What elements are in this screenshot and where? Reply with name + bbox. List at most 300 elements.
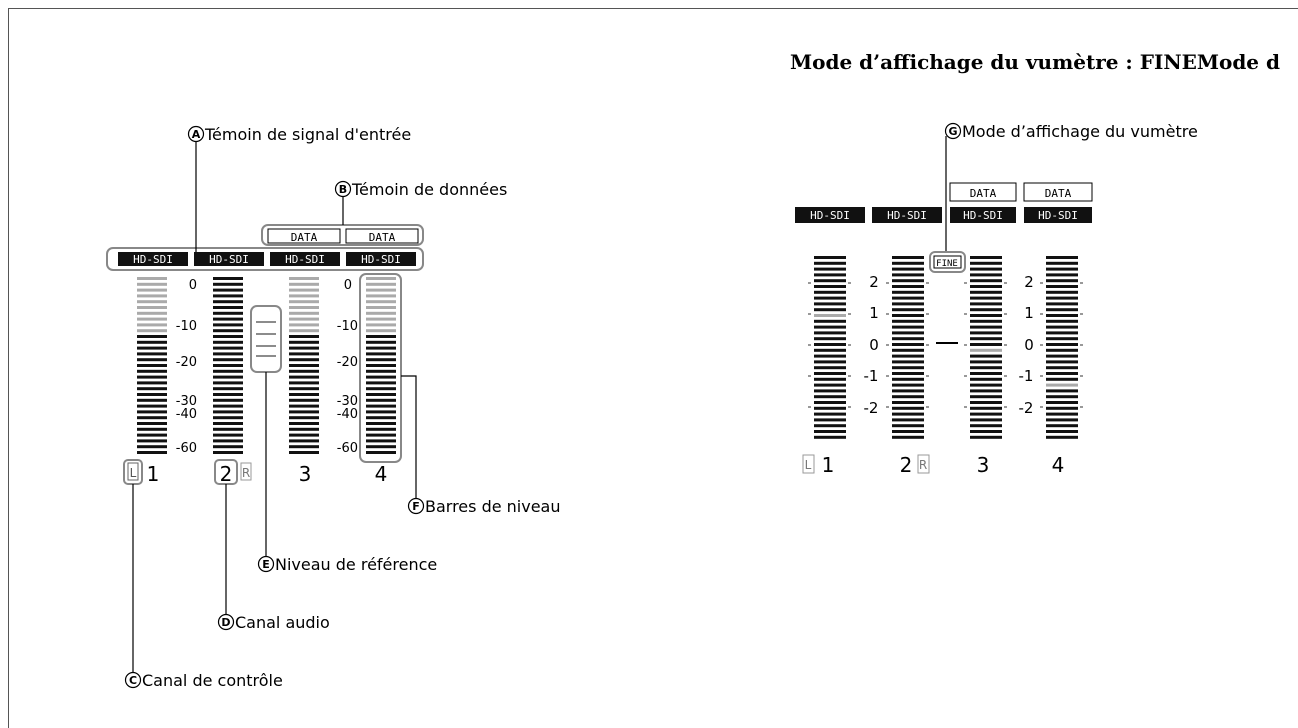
left-bar-segment: [213, 416, 243, 419]
right-scale-2: 2: [869, 273, 879, 291]
right-bar-segment: [1046, 262, 1078, 265]
right-bar-segment: [970, 436, 1002, 439]
left-bar-segment: [366, 370, 396, 373]
right-bar-segment: [892, 256, 924, 259]
left-bar-segment: [366, 376, 396, 379]
right-marker-r: R: [918, 458, 928, 472]
right-bar-segment: [1046, 302, 1078, 305]
left-bar-segment: [289, 434, 319, 437]
right-bar-segment: [970, 308, 1002, 311]
right-scale-tick: [848, 375, 851, 377]
right-scale-tick: [808, 406, 811, 408]
left-reference-level: [251, 306, 281, 372]
left-bar-segment: [366, 399, 396, 402]
left-bar-segment: [289, 289, 319, 292]
left-bar-segment: [213, 364, 243, 367]
left-bar-segment: [213, 451, 243, 454]
right-bar-segment: [892, 308, 924, 311]
left-bar-segment: [366, 387, 396, 390]
left-bar-segment: [137, 434, 167, 437]
right-bar-segment: [892, 418, 924, 421]
left-bar-segment: [366, 451, 396, 454]
right-bar-segment: [814, 349, 846, 352]
right-bar-segment: [814, 297, 846, 300]
left-bar-segment: [137, 381, 167, 384]
right-scale-tick: [964, 406, 967, 408]
callout-c-letter: C: [128, 674, 138, 687]
callout-e-label: Niveau de référence: [275, 555, 438, 574]
page-title: Mode d’affichage du vumètre : FINEMode d: [790, 50, 1280, 74]
callout-c-label: Canal de contrôle: [142, 671, 283, 690]
left-bar-segment: [366, 428, 396, 431]
right-bar-segment: [970, 413, 1002, 416]
right-mode-badge: [930, 252, 965, 272]
left-scale-0: 0: [188, 278, 197, 293]
left-bar-segment: [137, 405, 167, 408]
left-input-badge-3: HD-SDI: [285, 253, 325, 266]
left-bar-segment: [366, 358, 396, 361]
left-bar-segment: [137, 376, 167, 379]
right-bar-segment: [892, 401, 924, 404]
right-channel-1: 1: [821, 453, 835, 477]
right-bar-segment: [970, 430, 1002, 433]
left-bar-segment: [289, 381, 319, 384]
left-bar-segment: [213, 405, 243, 408]
right-scale-tick: [964, 344, 967, 346]
left-bar-segment: [213, 358, 243, 361]
left-bar-segment: [213, 347, 243, 350]
right-scale-1: 1: [869, 304, 879, 322]
right-bar-segment: [814, 308, 846, 311]
left-input-badge-4: HD-SDI: [361, 253, 401, 266]
right-bar-segment: [892, 268, 924, 271]
left-bar-segment: [137, 329, 167, 332]
right-bar-segment: [814, 314, 846, 317]
right-bar-segment: [970, 297, 1002, 300]
right-bar-segment: [970, 314, 1002, 317]
right-bar-segment: [1046, 297, 1078, 300]
right-bar-segment: [814, 395, 846, 398]
right-bar-segment: [970, 262, 1002, 265]
callout-d-letter: D: [221, 616, 231, 629]
right-scale2-2: 2: [1024, 273, 1034, 291]
right-bar-segment: [1046, 407, 1078, 410]
right-data-badge-3: DATA: [969, 187, 997, 200]
left-bar-segment: [366, 300, 396, 303]
left-bar-segment: [366, 294, 396, 297]
left-scale: [176, 278, 358, 456]
right-scale-tick: [808, 375, 811, 377]
left-input-badge-2: HD-SDI: [209, 253, 249, 266]
right-data-badges: [950, 183, 1092, 201]
right-scale-tick: [1080, 406, 1083, 408]
left-bar-segment: [289, 341, 319, 344]
right-scale-tick: [1040, 406, 1043, 408]
right-channel-4: 4: [1051, 453, 1065, 477]
left-bar-segment: [366, 312, 396, 315]
left-scale2-10: -10: [336, 319, 358, 334]
left-bar-segment: [289, 428, 319, 431]
right-bar-segment: [1046, 384, 1078, 387]
right-scale-tick: [964, 375, 967, 377]
left-bar-segment: [137, 289, 167, 292]
left-bar-segment: [213, 434, 243, 437]
right-scale-m1: -1: [863, 367, 879, 385]
left-bar-segment: [213, 289, 243, 292]
right-bar-segment: [1046, 273, 1078, 276]
right-scale: [864, 273, 1034, 417]
right-bar-segment: [970, 372, 1002, 375]
right-bar-segment: [892, 430, 924, 433]
left-bar-segment: [366, 410, 396, 413]
left-bar-segment: [366, 347, 396, 350]
callout-a-letter: A: [191, 128, 201, 141]
right-bar-segment: [1046, 436, 1078, 439]
right-scale-tick: [886, 375, 889, 377]
left-bar-segment: [137, 294, 167, 297]
right-bar-segment: [970, 343, 1002, 346]
right-scale-tick: [886, 282, 889, 284]
left-bar-segment: [137, 300, 167, 303]
left-bar-segment: [366, 445, 396, 448]
left-bar-segment: [213, 306, 243, 309]
right-bar-segment: [892, 360, 924, 363]
right-bar-segment: [892, 337, 924, 340]
callout-d-label: Canal audio: [235, 613, 330, 632]
right-scale-tick: [926, 375, 929, 377]
left-channel-2: 2: [219, 462, 233, 486]
left-bar-segment: [213, 393, 243, 396]
right-bar-segment: [1046, 349, 1078, 352]
right-bar-segment: [1046, 308, 1078, 311]
right-scale-m2: -2: [863, 399, 879, 417]
right-bar-segment: [892, 262, 924, 265]
left-bar-segment: [137, 347, 167, 350]
left-bar-segment: [137, 370, 167, 373]
right-bar-segment: [970, 360, 1002, 363]
right-bar-segment: [814, 436, 846, 439]
right-scale-tick: [808, 344, 811, 346]
left-bar-segment: [289, 393, 319, 396]
right-bar-segment: [814, 389, 846, 392]
left-input-badge-1: HD-SDI: [133, 253, 173, 266]
left-bar-segment: [137, 439, 167, 442]
left-bar-segment: [213, 312, 243, 315]
left-bar-segment: [366, 364, 396, 367]
right-bar-segment: [814, 378, 846, 381]
left-bar-segment: [213, 376, 243, 379]
left-bar-segment: [137, 323, 167, 326]
left-bar-segment: [289, 405, 319, 408]
left-scale2-60: -60: [336, 441, 358, 456]
right-bar-segment: [814, 343, 846, 346]
left-bar-segment: [137, 277, 167, 280]
left-marker-l: L: [129, 466, 137, 480]
left-bar-segment: [366, 352, 396, 355]
right-bar-segment: [892, 413, 924, 416]
right-bar-segment: [892, 314, 924, 317]
left-bar-segment: [289, 376, 319, 379]
right-bar-segment: [892, 436, 924, 439]
right-bar-segment: [814, 384, 846, 387]
right-scale-tick: [886, 344, 889, 346]
right-input-badge-1: HD-SDI: [810, 209, 850, 222]
right-input-badge-2: HD-SDI: [887, 209, 927, 222]
right-bar-segment: [970, 256, 1002, 259]
right-bar-segment: [892, 395, 924, 398]
right-bar-segment: [1046, 413, 1078, 416]
left-bar-segment: [366, 405, 396, 408]
right-bar-segment: [1046, 395, 1078, 398]
left-bar-segment: [289, 347, 319, 350]
left-bar-segment: [213, 445, 243, 448]
right-bar-segment: [1046, 291, 1078, 294]
right-bar-segment: [814, 355, 846, 358]
right-bar-segment: [814, 430, 846, 433]
left-input-badges: [107, 248, 423, 270]
callout-a-label: Témoin de signal d'entrée: [205, 125, 412, 144]
left-bar-segment: [289, 312, 319, 315]
left-bar-segment: [137, 306, 167, 309]
right-bar-segment: [970, 320, 1002, 323]
right-bar-segment: [1046, 360, 1078, 363]
left-bar-segment: [137, 410, 167, 413]
right-bar-segment: [1046, 326, 1078, 329]
left-bar-segment: [213, 335, 243, 338]
left-bar-segment: [213, 410, 243, 413]
right-data-badge-4: DATA: [1044, 187, 1072, 200]
left-bar-segment: [213, 387, 243, 390]
right-scale-tick: [886, 406, 889, 408]
right-scale-tick: [808, 282, 811, 284]
right-bar-segment: [814, 366, 846, 369]
left-bar-segment: [289, 439, 319, 442]
right-bar-segment: [970, 331, 1002, 334]
left-bar-segment: [213, 399, 243, 402]
left-scale-40: -40: [175, 407, 197, 422]
right-bar-segment: [970, 285, 1002, 288]
right-bar-segment: [814, 372, 846, 375]
callout-b: [336, 180, 508, 225]
right-scale-tick: [808, 313, 811, 315]
left-bar-segment: [289, 277, 319, 280]
right-bar-segment: [1046, 331, 1078, 334]
left-channel-labels: [124, 460, 387, 486]
right-bar-segment: [814, 360, 846, 363]
left-bar-segment: [289, 306, 319, 309]
right-bar-segment: [814, 413, 846, 416]
right-bar-segment: [970, 395, 1002, 398]
right-scale-tick: [926, 344, 929, 346]
right-bar-segment: [892, 372, 924, 375]
right-scale-tick: [1004, 344, 1007, 346]
right-bar-segment: [814, 401, 846, 404]
right-bar-segment: [970, 384, 1002, 387]
right-bar-segment: [892, 302, 924, 305]
left-channel-4: 4: [374, 462, 388, 486]
right-bar-segment: [970, 389, 1002, 392]
right-bar-segment: [892, 320, 924, 323]
right-bar-segment: [1046, 320, 1078, 323]
left-scale-60: -60: [175, 441, 197, 456]
right-bar-segment: [1046, 268, 1078, 271]
callout-c: [126, 484, 283, 690]
right-scale-tick: [1040, 313, 1043, 315]
right-scale-tick: [926, 313, 929, 315]
right-bar-segment: [1046, 389, 1078, 392]
right-bar-segment: [814, 273, 846, 276]
left-bar-segment: [137, 341, 167, 344]
right-bar-segment: [970, 407, 1002, 410]
right-bar-segment: [814, 407, 846, 410]
right-mode-badge-label: FINE: [936, 259, 958, 269]
right-bar-segment: [1046, 355, 1078, 358]
right-bar-segment: [814, 262, 846, 265]
right-scale-tick: [848, 282, 851, 284]
left-bar-segment: [289, 318, 319, 321]
left-bar-segment: [366, 306, 396, 309]
right-scale-tick: [964, 313, 967, 315]
left-bar-segment: [366, 422, 396, 425]
left-bar-segment: [366, 341, 396, 344]
left-channel-3: 3: [298, 462, 312, 486]
left-bar-segment: [289, 370, 319, 373]
right-input-badges: [795, 207, 1092, 223]
right-scale-tick: [1004, 375, 1007, 377]
right-bar-segment: [814, 279, 846, 282]
left-data-badge-3: DATA: [290, 231, 318, 244]
left-bar-segment: [137, 358, 167, 361]
left-bar-segment: [137, 422, 167, 425]
right-scale-tick: [926, 406, 929, 408]
right-bar-segment: [892, 349, 924, 352]
right-input-badge-4: HD-SDI: [1038, 209, 1078, 222]
left-bar-segment: [137, 445, 167, 448]
right-bar-segment: [892, 384, 924, 387]
left-bar-segment: [137, 364, 167, 367]
left-bar-segment: [213, 283, 243, 286]
callout-g-label: Mode d’affichage du vumètre: [962, 122, 1198, 141]
right-bar-segment: [814, 291, 846, 294]
left-bar-segment: [137, 352, 167, 355]
right-bar-segment: [892, 279, 924, 282]
right-bar-segment: [1046, 343, 1078, 346]
left-bar-segment: [366, 329, 396, 332]
right-bar-segment: [1046, 430, 1078, 433]
right-scale2-0: 0: [1024, 336, 1034, 354]
left-bar-segment: [213, 428, 243, 431]
left-bar-segment: [137, 335, 167, 338]
right-bar-segment: [970, 418, 1002, 421]
left-bar-segment: [213, 329, 243, 332]
right-scale2-m1: -1: [1018, 367, 1034, 385]
left-bar-segment: [213, 370, 243, 373]
callout-g-letter: G: [948, 125, 958, 138]
left-bar-segment: [289, 300, 319, 303]
left-bar-segment: [289, 323, 319, 326]
right-channel-2: 2: [899, 453, 913, 477]
right-bar-segment: [814, 418, 846, 421]
right-bar-segment: [970, 366, 1002, 369]
right-bar-segment: [970, 326, 1002, 329]
left-bar-segment: [289, 294, 319, 297]
right-bar-segment: [970, 378, 1002, 381]
left-bar-segment: [289, 416, 319, 419]
left-bar-segment: [366, 283, 396, 286]
right-level-bars: [808, 256, 1083, 439]
right-bar-segment: [892, 366, 924, 369]
right-bar-segment: [1046, 314, 1078, 317]
right-bar-segment: [892, 389, 924, 392]
left-bar-segment: [213, 323, 243, 326]
right-scale-tick: [1004, 406, 1007, 408]
left-scale2-20: -20: [336, 355, 358, 370]
left-channel-1: 1: [146, 462, 160, 486]
right-bar-segment: [892, 285, 924, 288]
left-scale-30: -30: [175, 394, 197, 409]
left-bar-segment: [366, 318, 396, 321]
left-bar-segment: [366, 335, 396, 338]
left-bar-segment: [289, 364, 319, 367]
left-bar-segment: [289, 283, 319, 286]
right-bar-segment: [1046, 372, 1078, 375]
left-bar-segment: [289, 445, 319, 448]
left-scale-10: -10: [175, 319, 197, 334]
left-bar-segment: [213, 381, 243, 384]
left-bar-segment: [137, 451, 167, 454]
right-scale-tick: [1040, 375, 1043, 377]
left-bar-segment: [289, 387, 319, 390]
left-bar-segment: [366, 393, 396, 396]
right-bar-segment: [1046, 418, 1078, 421]
right-bar-segment: [892, 297, 924, 300]
left-bar-segment: [213, 352, 243, 355]
right-bar-segment: [892, 424, 924, 427]
callout-b-letter: B: [338, 183, 348, 196]
right-scale-tick: [848, 313, 851, 315]
right-bar-segment: [892, 273, 924, 276]
left-bar-segment: [137, 318, 167, 321]
left-bar-segment: [213, 318, 243, 321]
right-bar-segment: [970, 401, 1002, 404]
right-bar-segment: [814, 337, 846, 340]
right-scale-tick: [1080, 313, 1083, 315]
right-bar-segment: [814, 302, 846, 305]
left-data-badges: [262, 225, 423, 245]
right-scale-tick: [1040, 282, 1043, 284]
left-bar-segment: [213, 294, 243, 297]
right-bar-segment: [892, 343, 924, 346]
left-bar-segment: [137, 428, 167, 431]
right-scale-tick: [1004, 313, 1007, 315]
left-bar-segment: [366, 323, 396, 326]
right-scale2-m2: -2: [1018, 399, 1034, 417]
left-bar-segment: [137, 312, 167, 315]
callout-e-letter: E: [262, 558, 270, 571]
right-scale-tick: [886, 313, 889, 315]
left-bar-segment: [289, 335, 319, 338]
right-bar-segment: [1046, 279, 1078, 282]
right-scale-tick: [926, 282, 929, 284]
right-bar-segment: [814, 268, 846, 271]
right-scale-tick: [848, 344, 851, 346]
left-scale2-0: 0: [343, 278, 352, 293]
right-bar-segment: [1046, 378, 1078, 381]
left-bar-segment: [213, 439, 243, 442]
left-bar-segment: [213, 277, 243, 280]
right-bar-segment: [970, 279, 1002, 282]
left-scale2-40: -40: [336, 407, 358, 422]
